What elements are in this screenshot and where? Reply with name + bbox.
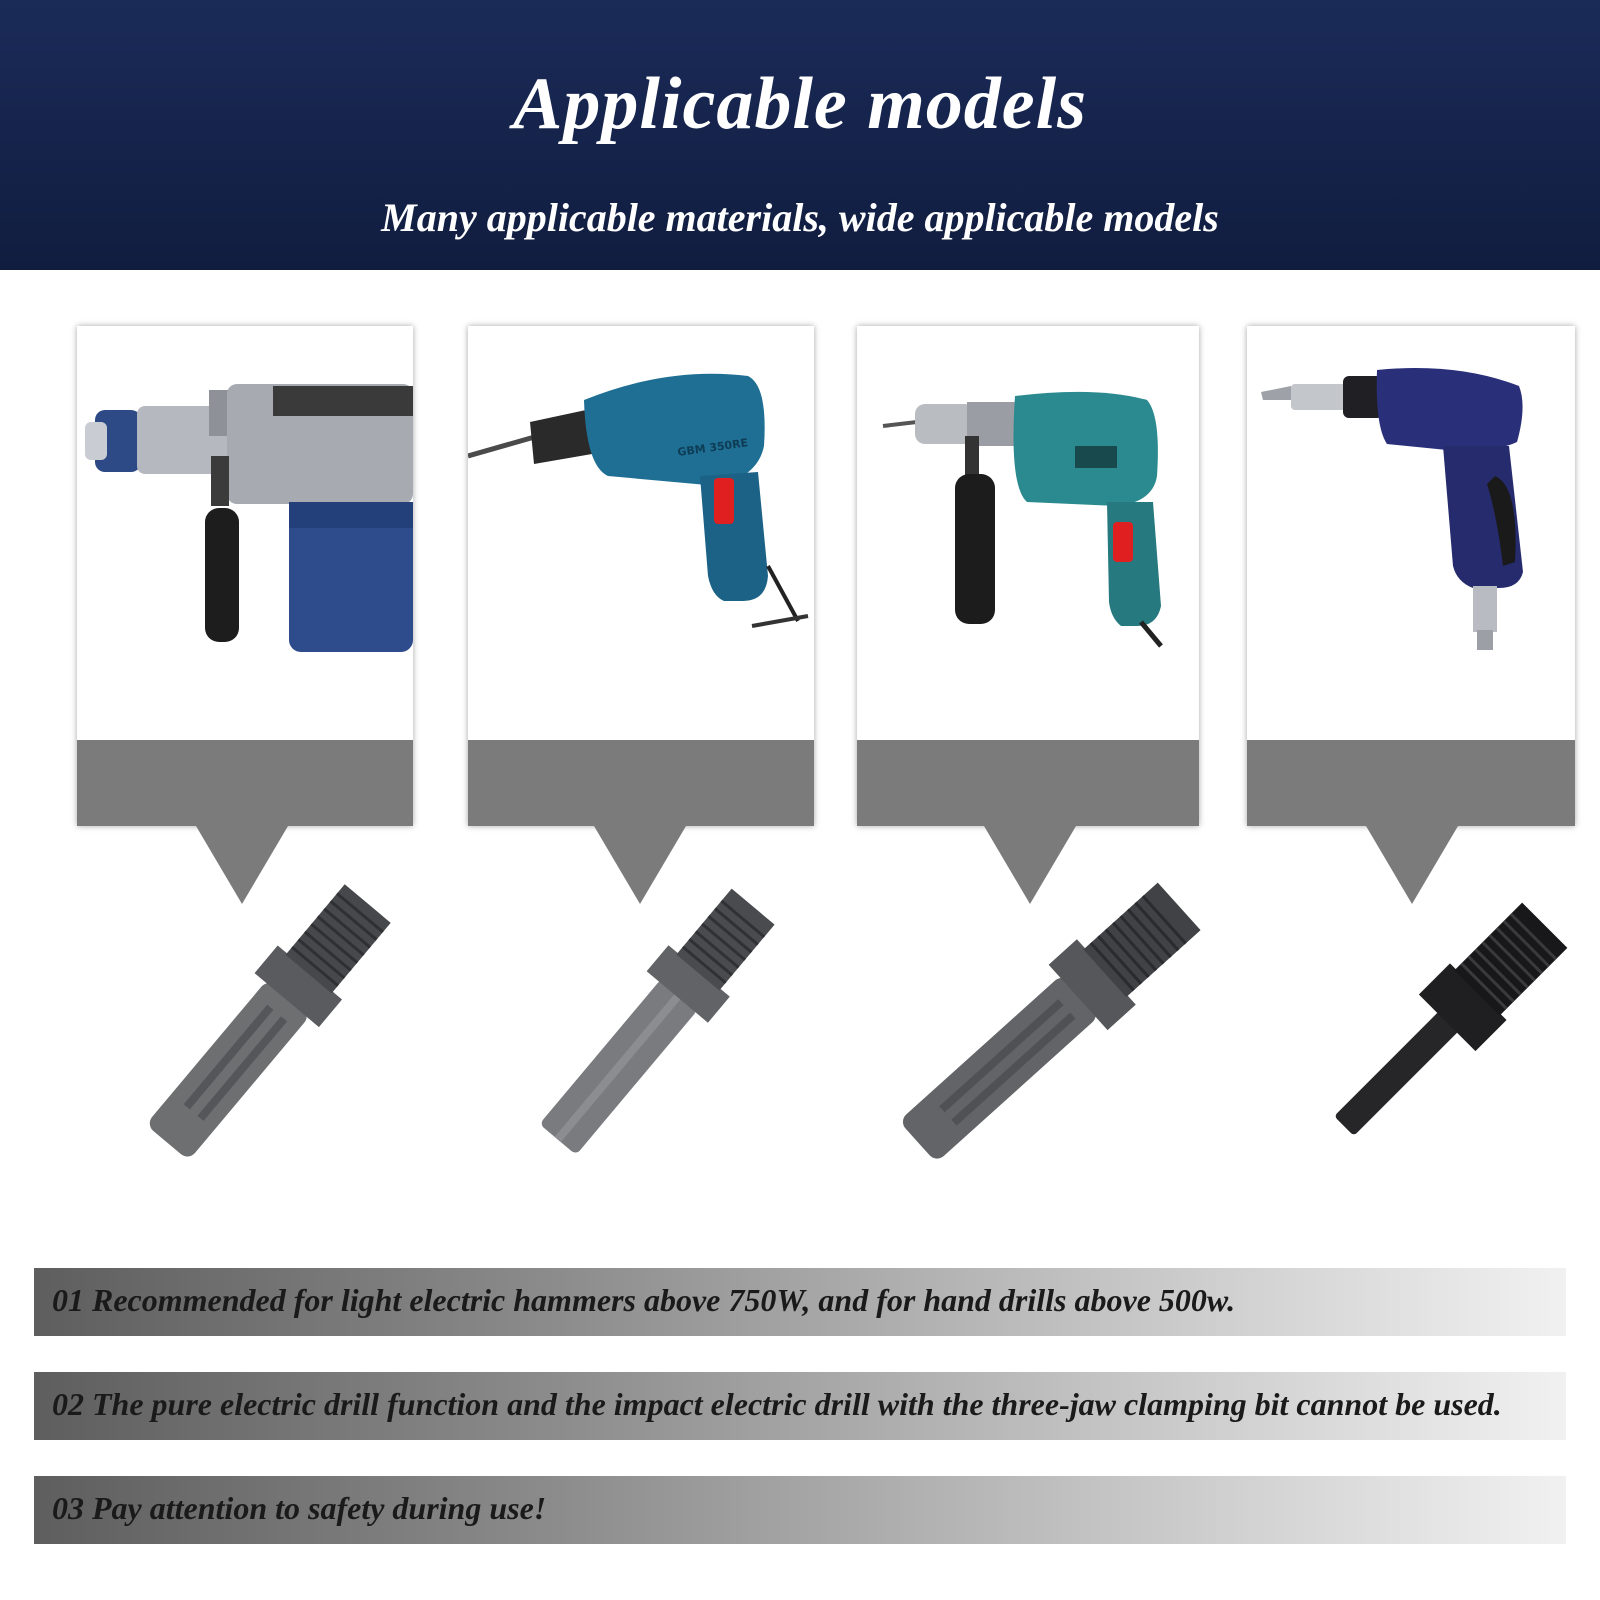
air-screwdriver-icon bbox=[1247, 326, 1575, 740]
impact-drill-icon bbox=[857, 326, 1199, 740]
note-row-3 bbox=[34, 1476, 1566, 1544]
product-card-4 bbox=[1247, 326, 1575, 826]
product-card-1 bbox=[77, 326, 413, 826]
note-row-2 bbox=[34, 1372, 1566, 1440]
sds-plus-shank-adapter-icon bbox=[870, 850, 1230, 1190]
page-title: Applicable models bbox=[513, 63, 1087, 145]
hex-shank-adapter-icon bbox=[478, 850, 838, 1190]
quarter-hex-shank-adapter-icon bbox=[1250, 850, 1600, 1190]
note-row-1 bbox=[34, 1268, 1566, 1336]
card-bar bbox=[857, 740, 1199, 826]
sds-plus-shank-adapter-icon bbox=[90, 850, 450, 1190]
note-text: 03 Pay attention to safety during use! bbox=[52, 1490, 547, 1526]
note-text: 01 Recommended for light electric hammers above 750W, and for hand drills above 500w. bbox=[52, 1282, 1236, 1318]
product-card-3 bbox=[857, 326, 1199, 826]
product-card-2 bbox=[468, 326, 814, 826]
card-bar bbox=[1247, 740, 1575, 826]
electric-drill-icon bbox=[468, 326, 814, 740]
page-subtitle: Many applicable materials, wide applicable models bbox=[381, 195, 1219, 240]
drill-model-label: GBM 350RE bbox=[676, 436, 749, 459]
card-bar bbox=[468, 740, 814, 826]
rotary-hammer-icon bbox=[77, 326, 413, 740]
header-banner bbox=[0, 0, 1600, 270]
card-bar bbox=[77, 740, 413, 826]
note-text: 02 The pure electric drill function and the impact electric drill with the three-jaw clamping bit cannot be used. bbox=[52, 1386, 1502, 1422]
